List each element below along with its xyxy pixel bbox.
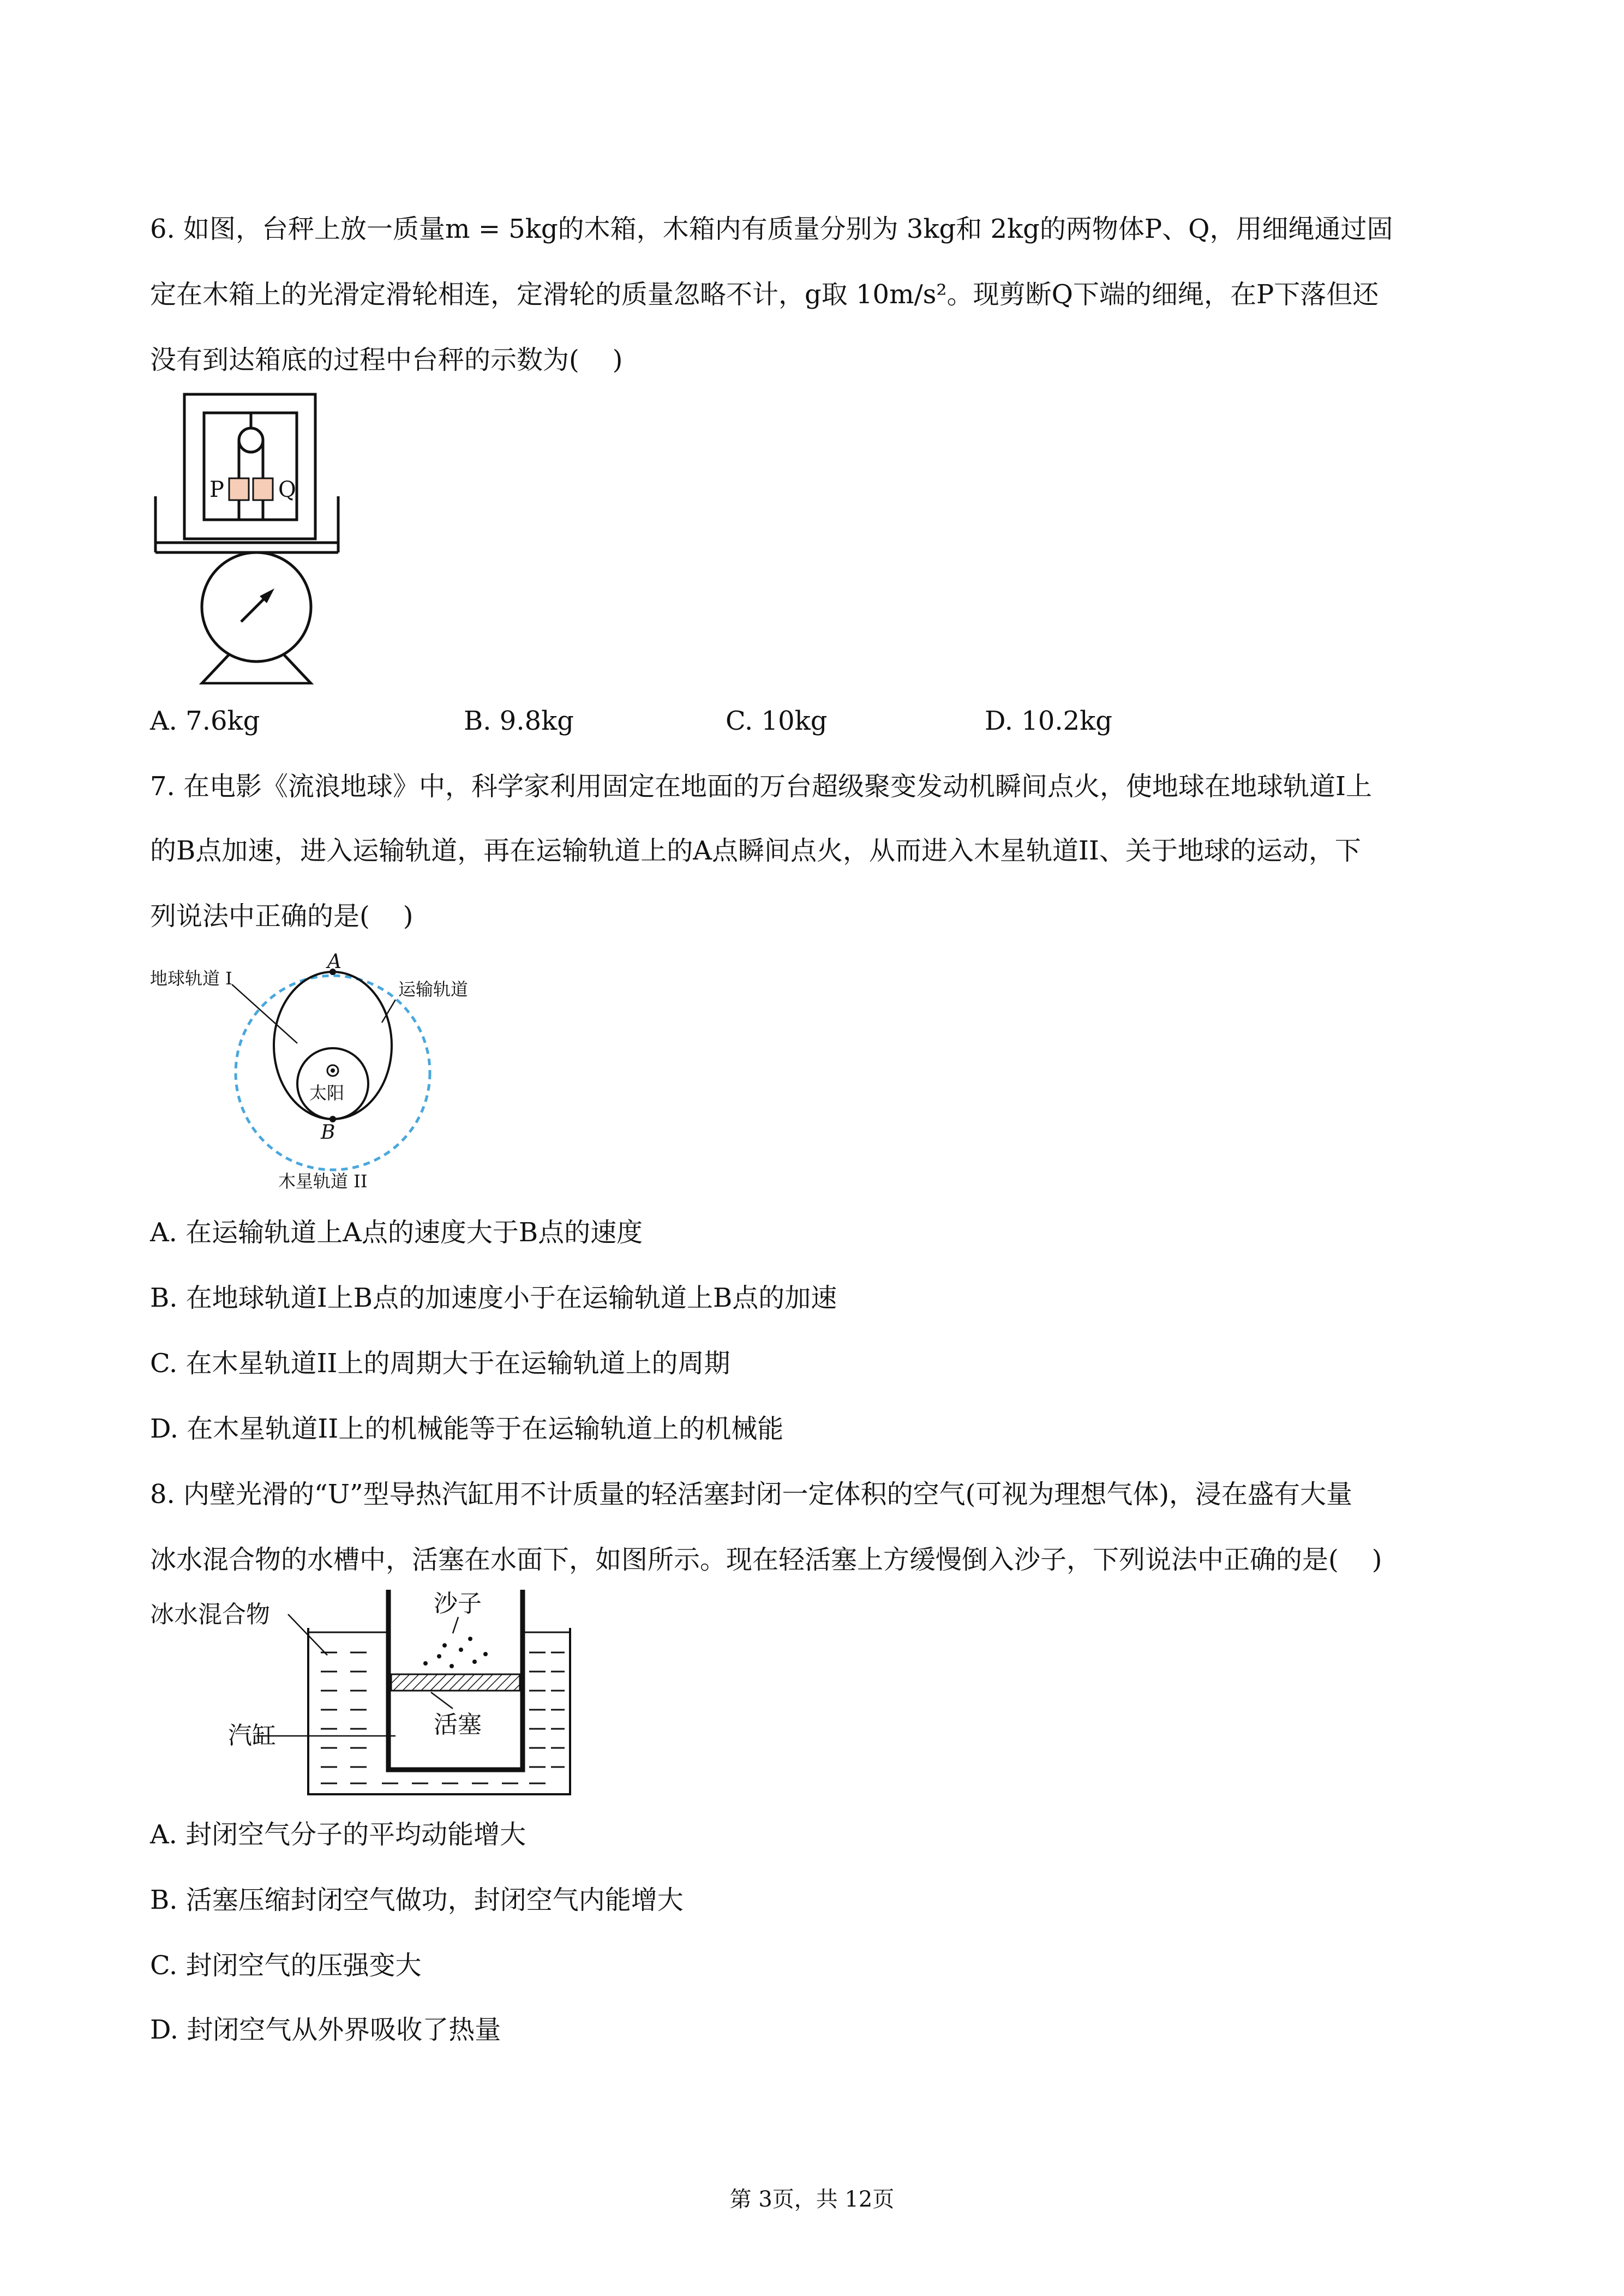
question-7-option-d: D. 在木星轨道II上的机械能等于在运输轨道上的机械能 (150, 1414, 784, 1444)
piston (391, 1674, 520, 1691)
label-cylinder: 汽缸 (228, 1722, 276, 1750)
label-sand: 沙子 (434, 1590, 482, 1618)
page-footer: 第 3页，共 12页 (729, 2187, 895, 2212)
label-sun: 太阳 (309, 1083, 345, 1103)
label-transfer-orbit: 运输轨道 (398, 979, 469, 1000)
question-8-option-c: C. 封闭空气的压强变大 (150, 1950, 422, 1981)
question-6-option-b: B. 9.8kg (464, 706, 574, 736)
label-ice-water: 冰水混合物 (150, 1601, 270, 1628)
question-8-option-d: D. 封闭空气从外界吸收了热量 (150, 2015, 501, 2045)
label-earth-orbit: 地球轨道 I (150, 968, 232, 989)
scale-box-figure (147, 390, 344, 684)
cylinder-figure (147, 1584, 584, 1802)
question-8-line-1: 8. 内壁光滑的“U”型导热汽缸用不计质量的轻活塞封闭一定体积的空气(可视为理想气体)，浸在盛有大量 (150, 1479, 1353, 1510)
question-8-option-a: A. 封闭空气分子的平均动能增大 (150, 1819, 526, 1850)
block-p (229, 478, 249, 500)
question-6-line-3: 没有到达箱底的过程中台秤的示数为( ) (150, 345, 623, 375)
question-6-option-a: A. 7.6kg (150, 706, 260, 736)
label-jupiter-orbit: 木星轨道 II (278, 1171, 368, 1192)
label-point-b: B (321, 1121, 335, 1144)
label-p: P (209, 477, 224, 502)
question-7-option-a: A. 在运输轨道上A点的速度大于B点的速度 (150, 1217, 643, 1248)
question-8-option-b: B. 活塞压缩封闭空气做功，封闭空气内能增大 (150, 1885, 684, 1915)
question-7-line-3: 列说法中正确的是( ) (150, 901, 414, 931)
orbit-figure (147, 952, 507, 1192)
question-6-line-1: 6. 如图，台秤上放一质量m = 5kg的木箱，木箱内有质量分别为 3kg和 2kg的两物体P、Q，用细绳通过固 (150, 214, 1393, 244)
pulley-icon (239, 428, 263, 452)
question-7-option-c: C. 在木星轨道II上的周期大于在运输轨道上的周期 (150, 1348, 730, 1379)
sand-dots (423, 1637, 488, 1668)
question-6-option-d: D. 10.2kg (985, 706, 1112, 736)
question-7-line-1: 7. 在电影《流浪地球》中，科学家利用固定在地面的万台超级聚变发动机瞬间点火，使地球在地球轨道I上 (150, 771, 1373, 802)
question-7-option-b: B. 在地球轨道I上B点的加速度小于在运输轨道上B点的加速 (150, 1283, 837, 1313)
block-q (253, 478, 273, 500)
label-q: Q (278, 477, 296, 502)
label-piston: 活塞 (434, 1711, 482, 1739)
label-point-a: A (327, 952, 341, 973)
question-8-line-2: 冰水混合物的水槽中，活塞在水面下，如图所示。现在轻活塞上方缓慢倒入沙子，下列说法中正确的是( ) (150, 1544, 1382, 1575)
question-7-line-2: 的B点加速，进入运输轨道，再在运输轨道上的A点瞬间点火，从而进入木星轨道II、关于地球的运动，下 (150, 836, 1361, 866)
question-6-line-2: 定在木箱上的光滑定滑轮相连，定滑轮的质量忽略不计，g取 10m/s²。现剪断Q下端的细绳，在P下落但还 (150, 279, 1379, 310)
question-6-option-c: C. 10kg (726, 706, 828, 736)
